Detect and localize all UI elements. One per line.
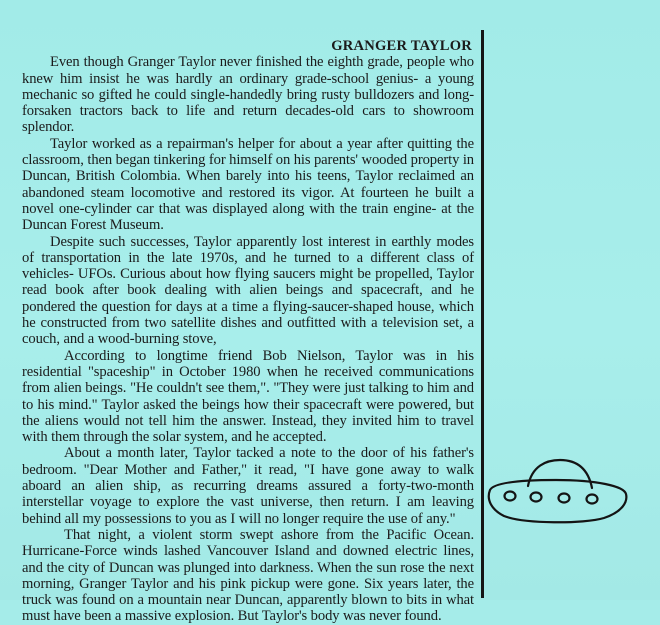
saucer-window-3 <box>559 494 570 503</box>
paragraph-1: Even though Granger Taylor never finished the eighth grade, people who knew him insist he was hardly an ordinary grade-school genius- a young mechanic so gifted he could single-handedly bring rusty bulldozers and long-forsaken tractors back to life and return decades-old cars to showroom splendor. <box>22 54 474 136</box>
paragraph-3: Despite such successes, Taylor apparently lost interest in earthly modes of transportation in the late 1970s, and he turned to a different class of vehicles- UFOs. Curious about how flying saucers might be propelled, Taylor read book after book dealing with alien beings and spacecraft, and he pondered the question for days at a time a flying-saucer-shaped house, which he constructed from two satellite dishes and outfitted with a television set, a couch, and a wood-burning stove, <box>22 233 474 348</box>
paragraph-6: That night, a violent storm swept ashore from the Pacific Ocean. Hurricane-Force winds lashed Vancouver Island and downed electric lines, and the city of Duncan was plunged into darkness. When the sun rose the next morning, Granger Taylor and his pink pickup were gone. Six years later, the truck was found on a mountain near Duncan, apparently blown to bits in what must have been a massive explosion. But Taylor's body was never found. <box>22 526 474 625</box>
paragraph-4: According to longtime friend Bob Nielson, Taylor was in his residential "spaceship" in October 1980 when he received communications from alien beings. "He couldn't see them,". "They were just talking to him and to his mind." Taylor asked the beings how their spacecraft were powered, but the aliens would not tell him the answer. Instead, they invited him to travel with them through the solar system, and he accepted. <box>22 347 474 446</box>
article-title: GRANGER TAYLOR <box>331 38 472 54</box>
saucer-window-4 <box>587 495 598 504</box>
article-column <box>22 38 474 625</box>
saucer-window-2 <box>531 493 542 502</box>
saucer-dome <box>528 460 592 488</box>
paragraph-2: Taylor worked as a repairman's helper for about a year after quitting the classroom, then began tinkering for himself on his parents' wooded property in Duncan, British Colombia. When barely into his teens, Taylor reclaimed an abandoned steam locomotive and restored its vigor. At fourteen he built a novel one-cylinder car that was displayed along with the train engine- at the Duncan Forest Museum. <box>22 135 474 234</box>
saucer-window-1 <box>505 492 516 501</box>
flying-saucer-icon <box>484 456 630 528</box>
paragraph-5: About a month later, Taylor tacked a note to the door of his father's bedroom. "Dear Mother and Father," it read, "I have gone away to walk aboard an alien ship, as recurring dreams assured a forty-two-month interstellar voyage to explore the vast universe, then return. I am leaving behind all my possessions to you as I will no longer require the use of any." <box>22 445 474 527</box>
